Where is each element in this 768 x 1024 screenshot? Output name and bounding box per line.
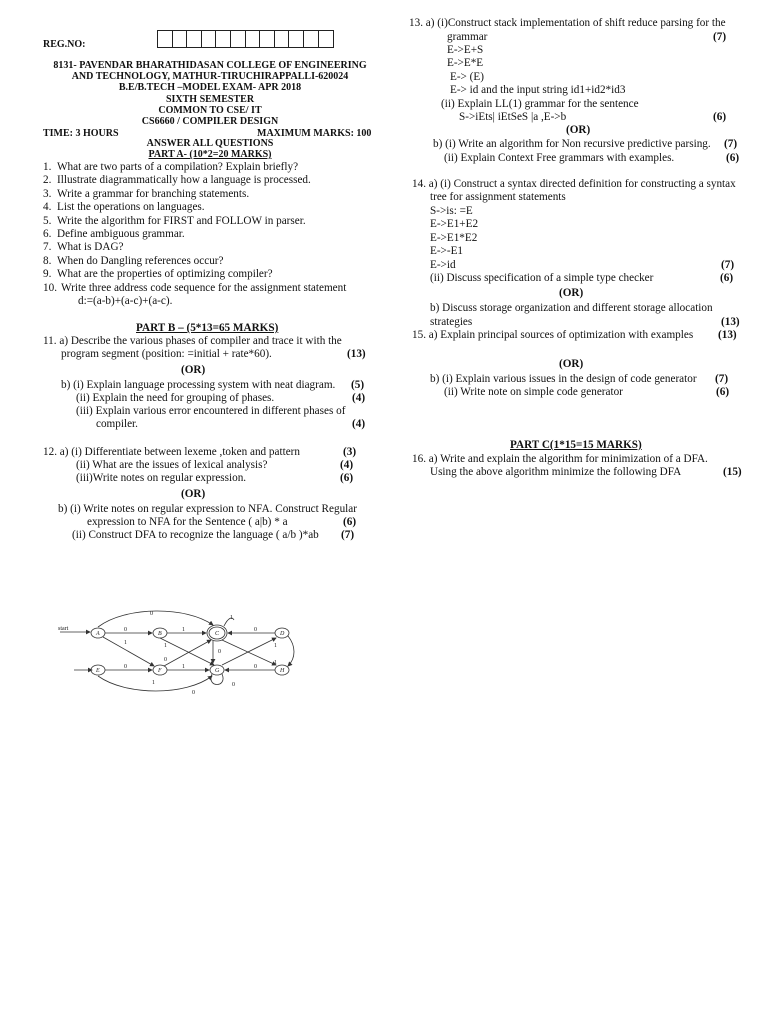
svg-text:A: A xyxy=(96,631,100,637)
exam-title: B.E/B.TECH –MODEL EXAM- APR 2018 xyxy=(118,82,302,93)
q15b-ii-marks: (6) xyxy=(716,386,730,398)
max-marks-label: MAXIMUM MARKS: 100 xyxy=(257,128,372,139)
q14a-line2: tree for assignment statements xyxy=(430,191,566,203)
q12a-i: 12. a) (i) Differentiate between lexeme ,token and pattern xyxy=(43,446,300,458)
svg-text:0: 0 xyxy=(124,627,127,633)
q11b-i: b) (i) Explain language processing system with neat diagram. xyxy=(61,379,336,391)
semester: SIXTH SEMESTER xyxy=(165,94,255,105)
q14b-line2: strategies xyxy=(430,316,473,328)
svg-text:0: 0 xyxy=(164,657,167,663)
list-item: 1. What are two parts of a compilation? Explain briefly? xyxy=(43,161,299,173)
sdd-1: S->is: =E xyxy=(430,205,473,217)
svg-text:1: 1 xyxy=(230,615,233,621)
q12a-iii: (iii)Write notes on regular expression. xyxy=(76,472,247,484)
q12b-i-line1: b) (i) Write notes on regular expression to NFA. Construct Regular xyxy=(58,503,357,515)
svg-text:0: 0 xyxy=(150,611,153,617)
svg-text:B: B xyxy=(158,631,162,637)
q11b-ii-marks: (4) xyxy=(352,392,366,404)
q11b-i-marks: (5) xyxy=(351,379,365,391)
q14b-line1: b) Discuss storage organization and different storage allocation xyxy=(430,302,713,314)
q15b-i: b) (i) Explain various issues in the design of code generator xyxy=(430,373,697,385)
q15b-ii: (ii) Write note on simple code generator xyxy=(444,386,623,398)
svg-text:1: 1 xyxy=(182,627,185,633)
svg-text:1: 1 xyxy=(182,664,185,670)
subject: CS6660 / COMPILER DESIGN xyxy=(141,116,279,127)
list-item: 2. Illustrate diagrammatically how a language is processed. xyxy=(43,174,311,187)
svg-text:1: 1 xyxy=(274,660,277,666)
q12a-iii-marks: (6) xyxy=(340,472,354,484)
time-label: TIME: 3 HOURS xyxy=(43,128,119,139)
or-q13: (OR) xyxy=(566,124,591,136)
svg-text:0: 0 xyxy=(124,664,127,670)
q12b-i-marks: (6) xyxy=(343,516,357,528)
svg-text:E: E xyxy=(96,668,100,674)
dfa-diagram xyxy=(56,606,302,698)
svg-text:0: 0 xyxy=(192,690,195,696)
part-a-title: PART A- (10*2=20 MARKS) xyxy=(148,149,272,160)
college-line-1: 8131- PAVENDAR BHARATHIDASAN COLLEGE OF ENGINEERING xyxy=(53,60,367,71)
q14b-marks: (13) xyxy=(721,316,740,328)
svg-text:G: G xyxy=(215,668,220,674)
q11a-line1: 11. a) Describe the various phases of compiler and trace it with the xyxy=(43,335,342,347)
q13b-ii-marks: (6) xyxy=(726,152,740,164)
college-line-2: AND TECHNOLOGY, MATHUR-TIRUCHIRAPPALLI-620024 xyxy=(71,71,349,82)
q12b-ii-marks: (7) xyxy=(341,529,355,541)
svg-text:0: 0 xyxy=(218,649,221,655)
or-q15: (OR) xyxy=(559,358,584,370)
q13a-ii-marks: (6) xyxy=(713,111,727,123)
svg-text:1: 1 xyxy=(124,640,127,646)
list-item: 6. Define ambiguous grammar. xyxy=(43,227,185,240)
q12b-i-line2: expression to NFA for the Sentence ( a|b) * a xyxy=(87,516,288,528)
regno-boxes[interactable] xyxy=(157,30,334,48)
sdd-5: E->id xyxy=(430,259,456,271)
q12a-ii-marks: (4) xyxy=(340,459,354,471)
answer-all: ANSWER ALL QUESTIONS xyxy=(146,138,274,149)
q13b-ii: (ii) Explain Context Free grammars with examples. xyxy=(444,152,675,164)
q14a-line1: 14. a) (i) Construct a syntax directed definition for constructing a syntax xyxy=(412,178,736,190)
q14a-marks: (7) xyxy=(721,259,735,271)
q12b-ii: (ii) Construct DFA to recognize the language ( a/b )*ab xyxy=(72,529,319,541)
q14a-ii-marks: (6) xyxy=(720,272,734,284)
svg-text:0: 0 xyxy=(254,664,257,670)
list-item: 4. List the operations on languages. xyxy=(43,201,205,214)
common-to: COMMON TO CSE/ IT xyxy=(158,105,262,116)
svg-text:D: D xyxy=(280,631,285,637)
part-a-list xyxy=(43,161,346,295)
svg-text:0: 0 xyxy=(254,627,257,633)
q11b-ii: (ii) Explain the need for grouping of phases. xyxy=(76,392,275,404)
q13a-ii-grammar: S->iEts| iEtSeS |a ,E->b xyxy=(459,111,567,123)
part-c-title: PART C(1*15=15 MARKS) xyxy=(510,439,642,451)
q12a-i-marks: (3) xyxy=(343,446,357,458)
regno-label: REG.NO: xyxy=(43,39,86,50)
q13a-ii: (ii) Explain LL(1) grammar for the sentence xyxy=(441,98,639,110)
sdd-3: E->E1*E2 xyxy=(430,232,478,244)
or-q11: (OR) xyxy=(181,364,206,376)
grammar-2: E->E*E xyxy=(447,57,484,69)
svg-text:H: H xyxy=(280,668,285,674)
q15b-i-marks: (7) xyxy=(715,373,729,385)
sdd-2: E->E1+E2 xyxy=(430,218,479,230)
list-item: 7. What is DAG? xyxy=(43,241,124,254)
list-item: 8. When do Dangling references occur? xyxy=(43,254,224,267)
q16-line2: Using the above algorithm minimize the following DFA xyxy=(430,466,682,478)
q11a-marks: (13) xyxy=(347,348,366,360)
or-q14: (OR) xyxy=(559,287,584,299)
grammar-3: E-> (E) xyxy=(450,71,484,83)
start-label: start xyxy=(58,626,69,632)
q13a-line2: grammar xyxy=(447,31,488,43)
q13a-line1: 13. a) (i)Construct stack implementation of shift reduce parsing for the xyxy=(409,17,726,29)
q13a-marks: (7) xyxy=(713,31,727,43)
q13b-i: b) (i) Write an algorithm for Non recursive predictive parsing. xyxy=(433,138,711,150)
q15a-marks: (13) xyxy=(718,329,737,341)
q16-marks: (15) xyxy=(723,466,742,478)
or-q12: (OR) xyxy=(181,488,206,500)
q11b-iii-line1: (iii) Explain various error encountered in different phases of xyxy=(76,405,346,417)
q10-continuation: d:=(a-b)+(a-c)+(a-c). xyxy=(78,295,173,307)
q15a: 15. a) Explain principal sources of optimization with examples xyxy=(412,329,694,341)
list-item: 10. Write three address code sequence for the assignment statement xyxy=(43,281,347,294)
q14a-ii: (ii) Discuss specification of a simple type checker xyxy=(430,272,654,284)
list-item: 3. Write a grammar for branching statements. xyxy=(43,187,250,200)
grammar-4: E-> id and the input string id1+id2*id3 xyxy=(450,84,626,96)
q11b-iii-marks: (4) xyxy=(352,418,366,430)
svg-text:1: 1 xyxy=(274,643,277,649)
svg-text:1: 1 xyxy=(164,643,167,649)
q13b-i-marks: (7) xyxy=(724,138,738,150)
svg-text:C: C xyxy=(215,631,220,637)
q12a-ii: (ii) What are the issues of lexical analysis? xyxy=(76,459,268,471)
svg-text:1: 1 xyxy=(152,680,155,686)
list-item: 5. Write the algorithm for FIRST and FOLLOW in parser. xyxy=(43,214,306,227)
part-b-title: PART B – (5*13=65 MARKS) xyxy=(136,322,279,334)
grammar-1: E->E+S xyxy=(447,44,484,56)
svg-text:F: F xyxy=(158,668,162,674)
q11b-iii-line2: compiler. xyxy=(96,418,138,430)
svg-text:0: 0 xyxy=(232,682,235,688)
list-item: 9. What are the properties of optimizing compiler? xyxy=(43,268,273,281)
q16-line1: 16. a) Write and explain the algorithm for minimization of a DFA. xyxy=(412,453,708,465)
q11a-line2: program segment (position: =initial + rate*60). xyxy=(61,348,272,360)
sdd-4: E->-E1 xyxy=(430,245,464,257)
